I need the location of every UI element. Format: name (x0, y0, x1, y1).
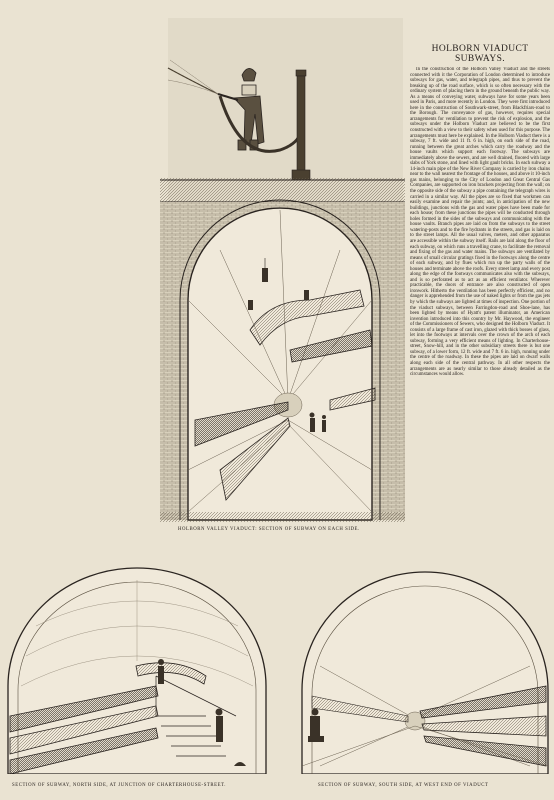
engraving-south-side (300, 566, 550, 774)
main-engraving-art (160, 0, 405, 522)
engraving-south-side-art (300, 566, 550, 774)
caption-north-side: SECTION OF SUBWAY, NORTH SIDE, AT JUNCTION OF CHARTERHOUSE-STREET. (12, 783, 226, 788)
main-engraving (160, 0, 405, 522)
article-title: HOLBORN VIADUCT SUBWAYS. (431, 44, 529, 64)
article-body: In the construction of the Holborn Valley Viaduct and the streets connected with it the Corporation of London determined to introduce subways for gas, water, and telegraph pipes, and thus to prevent the breaking up of the road surface, which is so often necessary with the ordinary system of placing them in the ground beneath the public way. As a means of conveying water, subways have for some years been used in Paris, and more recently in London. They were first introduced here in the construction of Southwark-street, from Blackfriars-road to the Borough. The conveyance of gas, however, requires special arrangements for ventilation to prevent the risk of explosion, and the subways under the Holborn Viaduct are believed to be the first constructed with a view to their safety when used for this purpose. The arrangements must here be explained. In the Holborn Viaduct there is a subway, 7 ft. wide and 11 ft. 6 in. high, on each side of the road, running between the great arches which carry the roadway and the house vaults which support each footway. The subways are immediately above the sewers, and are well drained, floored with large slabs of York stone, and lined with light gault bricks. In each subway a 14-inch main pipe of the New River Company is carried by iron chains near to the wall nearest the frontage of the houses, and above it 10-inch gas mains, belonging to the City of London and Great Central Gas Companies, are supported on iron brackets projecting from the wall; on the opposite side of the subway a pipe containing the telegraph wires is carried in a similar way. All the pipes are so fixed that workmen can easily examine and repair the joints; and, in anticipation of the new buildings, junctions with the gas and water pipes have been made for each house; from these junctions the pipes will be conducted through holes formed in the sides of the subways and communicating with the house vaults. Branch pipes are laid on from the subways to the street watering-posts and to the fire hydrants in the streets, and gas is laid on to the street lamps. All the usual valves, meters, and other apparatus are accessible within the subway itself. Rails are laid along the floor of each subway, on which runs a travelling crane, to facilitate the removal and fixing of the gas and water mains. The subways are ventilated by means of small circular gratings fixed in the footways along the centre of each subway, and by flues which run up the party walls of the houses and terminate above the roofs. Every street lamp and every post along the edge of the footways communicates also with the subways, and is so perforated as to act as an efficient ventilator. Wherever practicable, the doors of entrance are also constructed of open ironwork. Hitherto the ventilation has been perfectly efficient, and no danger is apprehended from the use of naked lights or from the gas jets by which the subways are lighted at times of inspection. One portion of the viaduct subways, between Farringdon-road and Shoe-lane, has been lighted by means of Hyatt's patent illuminator, an American invention introduced into this country by Mr. Haywood, the engineer of the Commissioners of Sewers, who designed the Holborn Viaduct. It consists of a large frame of cast iron, glazed with thick bosses of glass, let into the footways at intervals over the crown of the arch of each subway, forming a very efficient means of lighting. In Charterhouse-street, Snow-hill, and in the other subsidiary streets there is but one subway, of a lower form, 12 ft. wide and 7 ft. 6 in. high, running under the centre of the roadway. In these the pipes are laid on dwarf walls along each side of the central pathway. In all other respects the arrangements are as nearly similar to those already detailed as the circumstances would allow. (410, 67, 550, 378)
caption-south-side: SECTION OF SUBWAY, SOUTH SIDE, AT WEST END OF VIADUCT (318, 783, 489, 788)
caption-main-engraving: HOLBORN VALLEY VIADUCT: SECTION OF SUBWAY ON EACH SIDE. (178, 527, 360, 532)
engraving-north-side-art (6, 566, 268, 774)
engraving-north-side (6, 566, 268, 774)
